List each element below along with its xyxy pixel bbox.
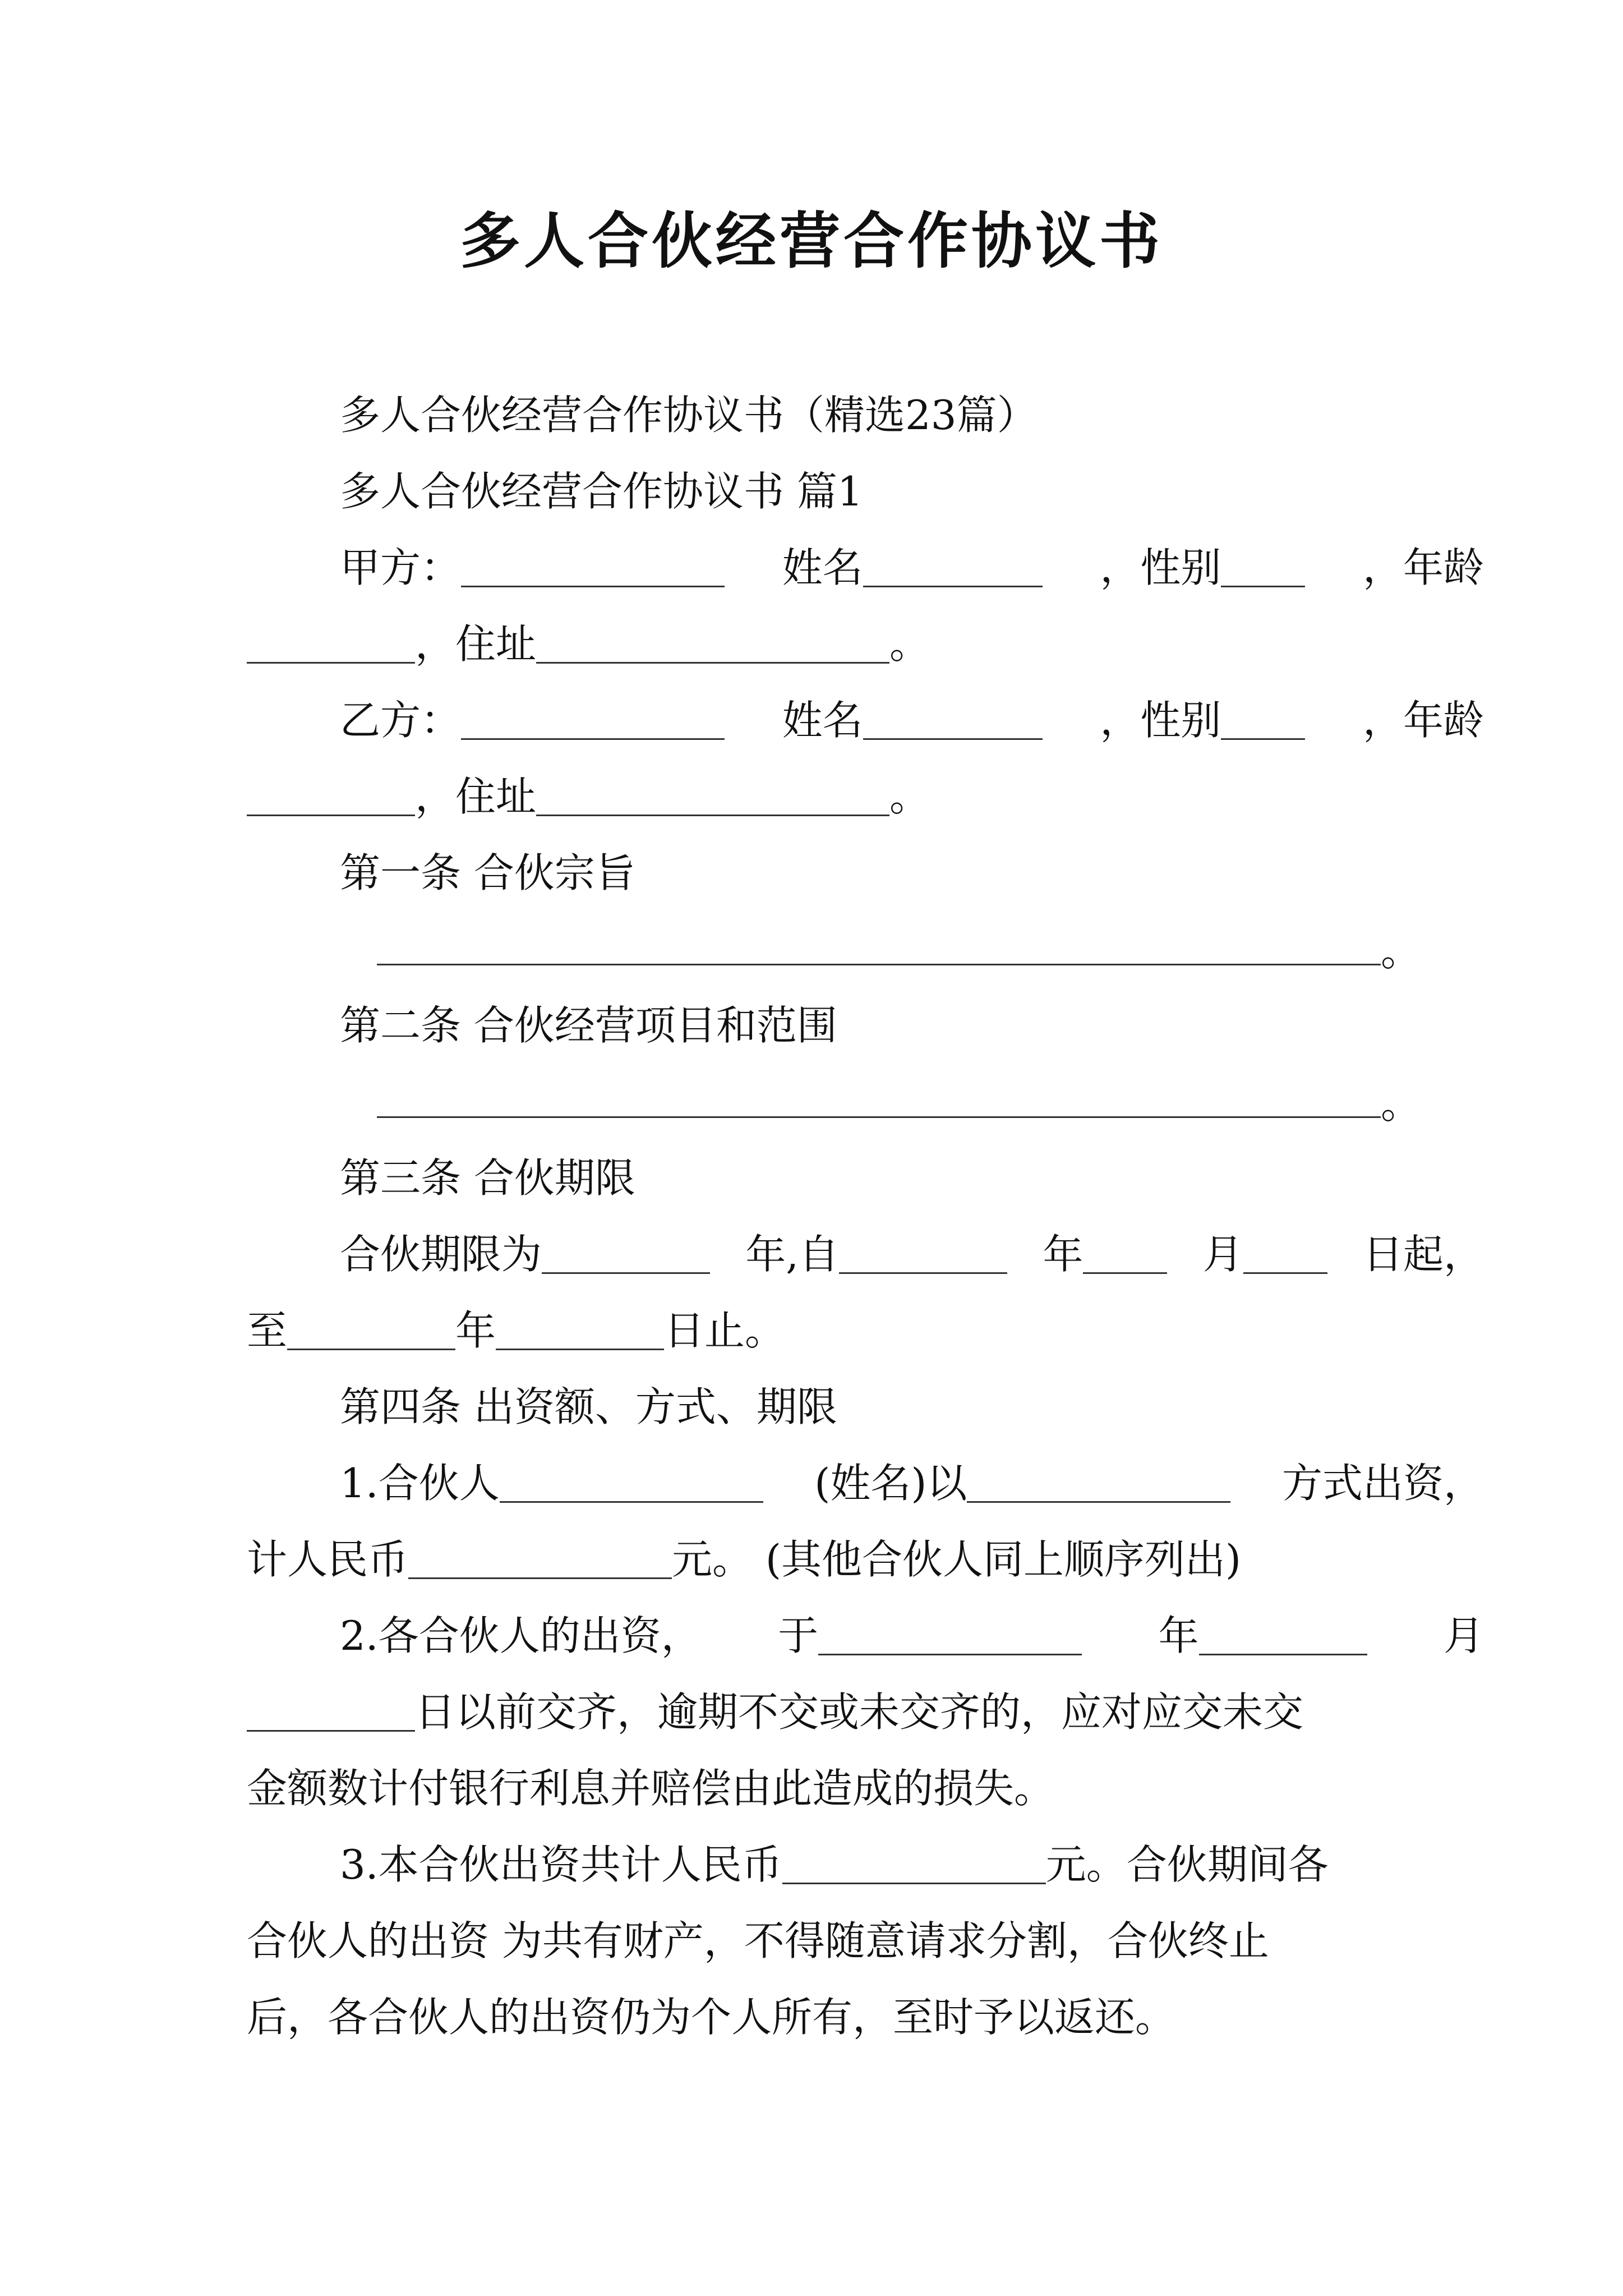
party-a-age-label: ，年龄 bbox=[1362, 544, 1484, 591]
party-b-address-blank bbox=[536, 774, 889, 816]
p2-year-label: 年 bbox=[1158, 1612, 1199, 1659]
party-a-line1 bbox=[247, 540, 1484, 596]
p2-by-label: 于 bbox=[778, 1612, 819, 1659]
party-a-address-blank bbox=[536, 622, 889, 664]
party-a-name-blank bbox=[863, 545, 1043, 587]
p3-lead: 3.本合伙出资共计人民币 bbox=[340, 1841, 782, 1888]
article4-p1-line1 bbox=[247, 1455, 1484, 1511]
article3-line2 bbox=[247, 1303, 1391, 1359]
year-label: 年 bbox=[1043, 1231, 1083, 1278]
p3-suffix: 元。合伙期间各 bbox=[1045, 1841, 1329, 1888]
until-label: 至 bbox=[247, 1307, 288, 1354]
party-b-name-label: 姓名 bbox=[782, 697, 863, 744]
p2-day-blank bbox=[247, 1690, 415, 1732]
start-day-blank bbox=[1243, 1232, 1327, 1274]
article1-end: 。 bbox=[1381, 928, 1422, 975]
party-b-gender-label: ，性别 bbox=[1100, 697, 1221, 744]
party-a-gender-label: ，性别 bbox=[1100, 544, 1221, 591]
party-a-name-label: 姓名 bbox=[782, 544, 863, 591]
contribution-method-suffix: 方式出资， bbox=[1281, 1460, 1484, 1507]
term-label: 合伙期限为 bbox=[340, 1231, 542, 1278]
party-a-label: 甲方： bbox=[340, 544, 462, 591]
party-b-line1 bbox=[247, 692, 1484, 748]
party-b-end: 。 bbox=[889, 773, 930, 820]
document-subtitle: 多人合伙经营合作协议书（精选23篇） bbox=[340, 392, 1038, 439]
start-month-blank bbox=[1083, 1232, 1167, 1274]
p2-month-label: 月 bbox=[1443, 1612, 1484, 1659]
article4-p3-line1 bbox=[247, 1837, 1484, 1893]
article4-p2-line1 bbox=[247, 1608, 1484, 1664]
p3-amount-blank bbox=[782, 1842, 1046, 1884]
party-b-label: 乙方： bbox=[340, 697, 462, 744]
p2-year-blank bbox=[818, 1613, 1082, 1655]
party-a-address-label: ，住址 bbox=[415, 620, 537, 668]
article4-p2-line3: 金额数计付银行利息并赔偿由此造成的损失。 bbox=[247, 1765, 1055, 1812]
partner-name-suffix: (姓名)以 bbox=[814, 1460, 967, 1507]
party-a-gender-blank bbox=[1221, 545, 1305, 587]
start-suffix: 日起， bbox=[1362, 1231, 1484, 1278]
end-year-label: 年 bbox=[455, 1307, 496, 1354]
end-suffix: 日止。 bbox=[664, 1307, 786, 1354]
contribution-method-blank bbox=[967, 1461, 1230, 1503]
article2-end: 。 bbox=[1381, 1080, 1422, 1128]
partner-label: 1.合伙人 bbox=[340, 1460, 500, 1507]
party-b-name-blank bbox=[863, 698, 1043, 740]
partner-name-blank bbox=[500, 1461, 763, 1503]
party-b-address-label: ，住址 bbox=[415, 773, 537, 820]
article1-blank bbox=[377, 964, 1381, 965]
article4-p3-line3: 后，各合伙人的出资仍为个人所有，至时予以返还。 bbox=[247, 1994, 1176, 2041]
party-a-line2 bbox=[247, 616, 1391, 672]
end-year-blank bbox=[287, 1308, 455, 1350]
document-title: 多人合伙经营合作协议书 bbox=[459, 206, 1163, 277]
article2-heading: 第二条 合伙经营项目和范围 bbox=[340, 1002, 837, 1049]
month-label: 月 bbox=[1202, 1231, 1243, 1278]
term-years-blank bbox=[542, 1232, 710, 1274]
party-a-blank bbox=[461, 545, 725, 587]
party-a-age-blank bbox=[247, 622, 415, 664]
end-day-blank bbox=[496, 1308, 664, 1350]
rmb-label: 计人民币 bbox=[247, 1536, 409, 1583]
article1-heading: 第一条 合伙宗旨 bbox=[340, 849, 635, 896]
article3-heading: 第三条 合伙期限 bbox=[340, 1154, 635, 1202]
article4-p2-line2 bbox=[247, 1684, 1391, 1740]
start-year-blank bbox=[839, 1232, 1007, 1274]
party-b-gender-blank bbox=[1221, 698, 1305, 740]
section-heading: 多人合伙经营合作协议书 篇1 bbox=[340, 468, 863, 515]
party-b-line2 bbox=[247, 769, 1391, 825]
party-a-end: 。 bbox=[889, 620, 930, 668]
article4-heading: 第四条 出资额、方式、期限 bbox=[340, 1383, 837, 1430]
p2-deadline-text: 日以前交齐，逾期不交或未交齐的，应对应交未交 bbox=[415, 1688, 1304, 1736]
article2-blank bbox=[377, 1116, 1381, 1118]
article4-p3-line2: 合伙人的出资 为共有财产，不得随意请求分割，合伙终止 bbox=[247, 1917, 1269, 1964]
from-label: 年,自 bbox=[745, 1231, 840, 1278]
article4-p1-line2 bbox=[247, 1531, 1391, 1588]
party-b-age-label: ，年龄 bbox=[1362, 697, 1484, 744]
p2-lead: 2.各合伙人的出资， bbox=[340, 1612, 702, 1659]
p2-month-blank bbox=[1199, 1613, 1367, 1655]
rmb-amount-blank bbox=[408, 1537, 672, 1579]
article3-line1 bbox=[247, 1226, 1484, 1282]
party-b-age-blank bbox=[247, 774, 415, 816]
rmb-suffix: 元。 (其他合伙人同上顺序列出) bbox=[672, 1536, 1242, 1583]
party-b-blank bbox=[461, 698, 725, 740]
